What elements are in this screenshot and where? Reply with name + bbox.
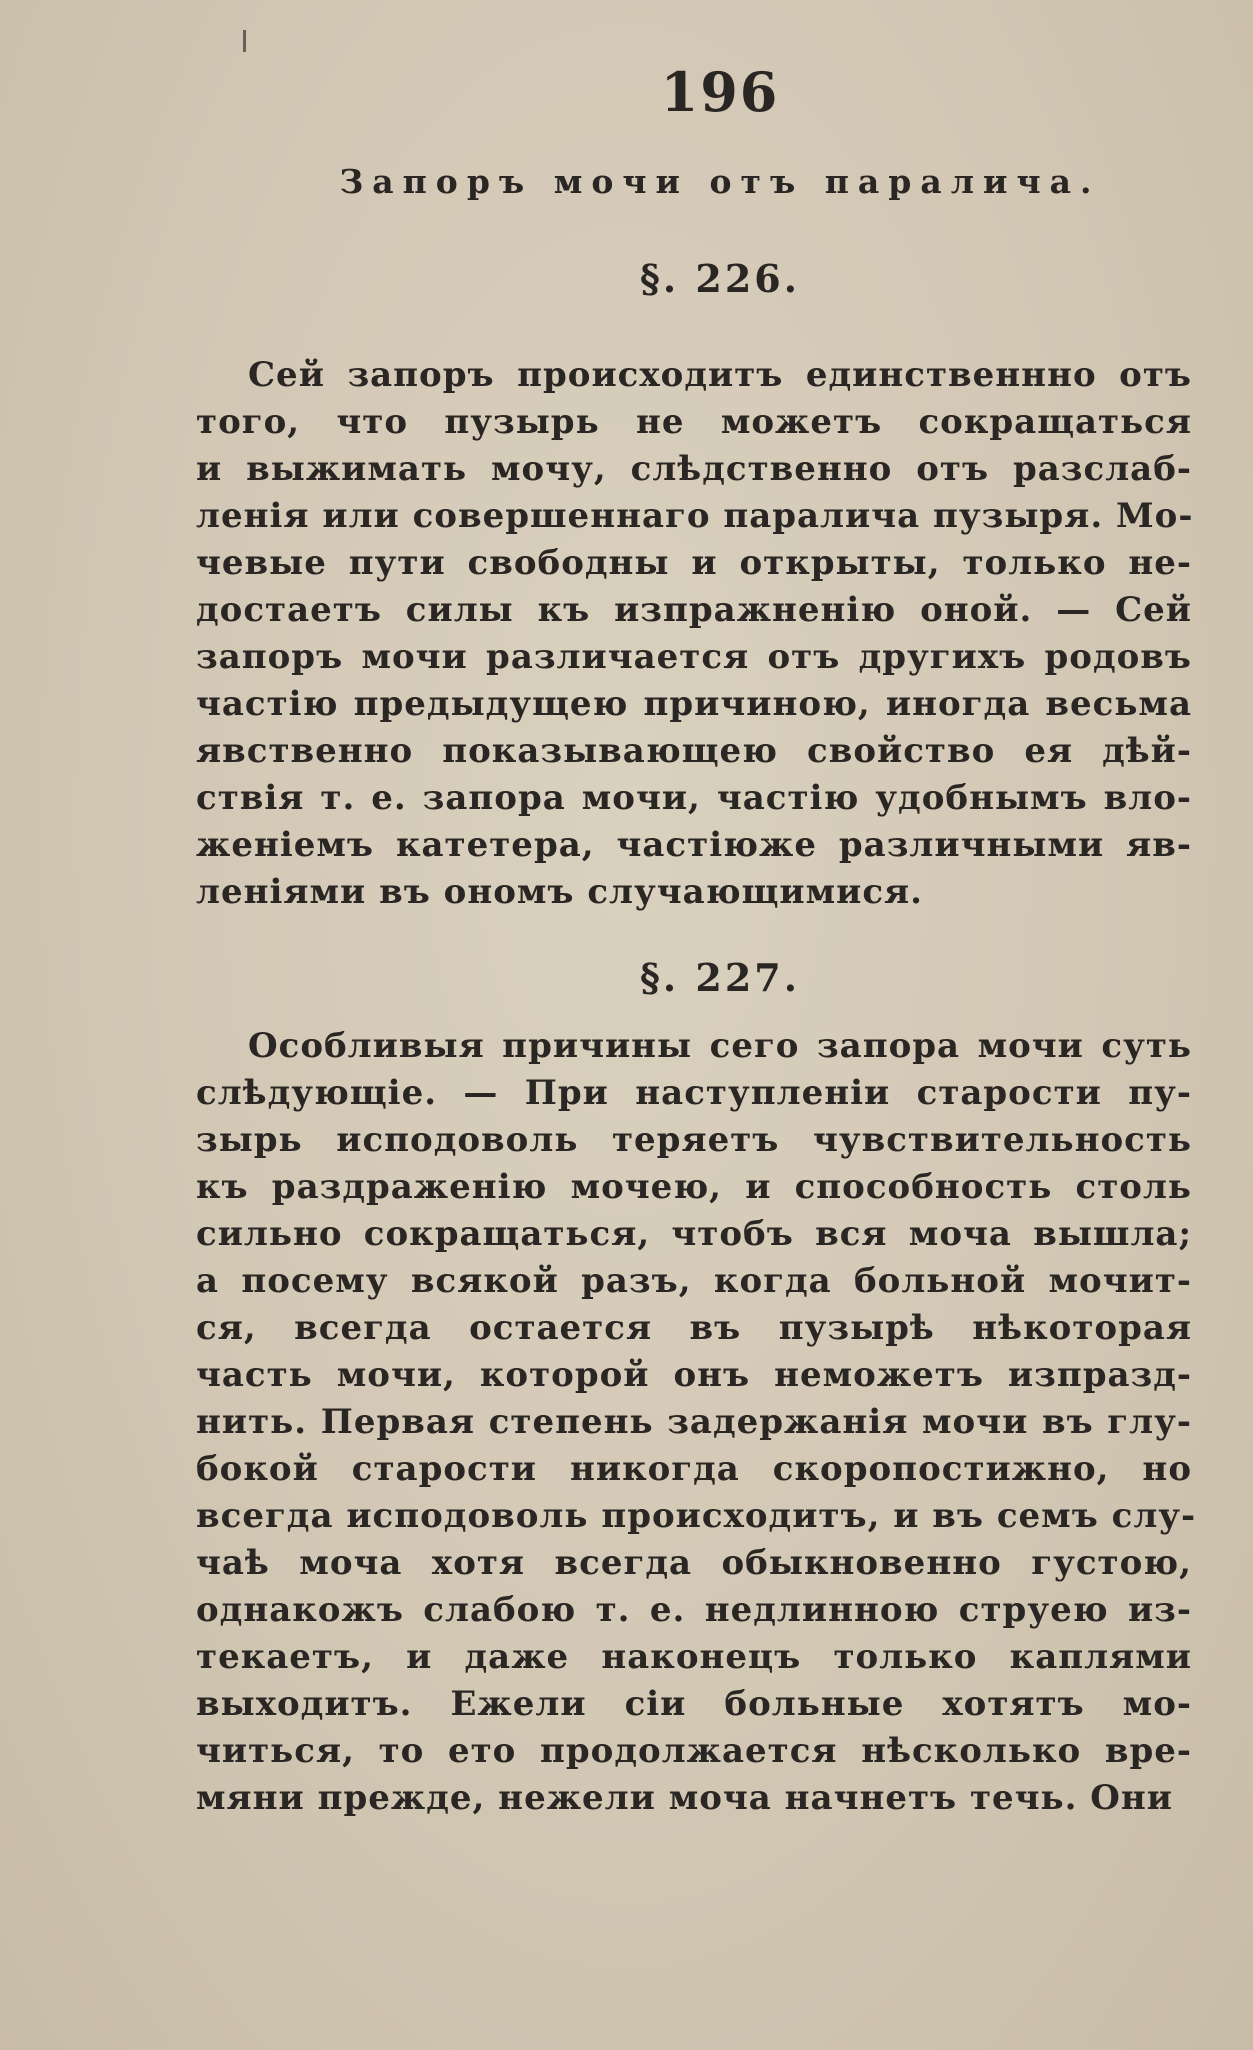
text-line: къ раздраженію мочею, и способность столь — [196, 1167, 1192, 1207]
section-226-paragraph — [196, 352, 1192, 916]
text-line: бокой старости никогда скоропостижно, но — [196, 1449, 1192, 1489]
text-line: чаѣ моча хотя всегда обыкновенно густою, — [196, 1543, 1192, 1583]
text-line: достаетъ силы къ изпражненію оной. — Сей — [196, 590, 1192, 630]
text-line: того, что пузырь не можетъ сокращаться — [196, 402, 1192, 442]
page-number: 196 — [660, 60, 780, 124]
text-line: ствія т. е. запора мочи, частію удобнымъ вло- — [196, 778, 1192, 818]
text-line: слѣдующіе. — При наступленіи старости пу- — [196, 1073, 1192, 1113]
text-line: частію предыдущею причиною, иногда весьма — [196, 684, 1192, 724]
text-line: мяни прежде, нежели моча начнетъ течь. Они — [196, 1778, 1174, 1818]
text-line: и выжимать мочу, слѣдственно отъ разслаб- — [196, 449, 1192, 489]
section-226-mark: §. 226. — [640, 256, 800, 301]
text-line: однакожъ слабою т. е. недлинною струею из- — [196, 1590, 1192, 1630]
text-line: сильно сокращаться, чтобъ вся моча вышла; — [196, 1214, 1192, 1254]
text-line: Особливыя причины сего запора мочи суть — [248, 1026, 1192, 1066]
section-227-paragraph — [196, 1023, 1197, 1822]
text-line: читься, то ето продолжается нѣсколько вре- — [196, 1731, 1192, 1771]
text-line: женіемъ катетера, частіюже различными яв- — [196, 825, 1192, 865]
text-line: чевые пути свободны и открыты, только не- — [196, 543, 1192, 583]
chapter-heading: Запоръ мочи отъ паралича. — [339, 162, 1101, 201]
text-line: ленія или совершеннаго паралича пузыря. Мо- — [196, 496, 1194, 536]
text-line: ся, всегда остается въ пузырѣ нѣкоторая — [196, 1308, 1192, 1348]
text-line: Сей запоръ происходитъ единственнно отъ — [248, 355, 1192, 395]
text-line: текаетъ, и даже наконецъ только каплями — [196, 1637, 1192, 1677]
text-line: леніями въ ономъ случающимися. — [196, 872, 923, 912]
text-line: часть мочи, которой онъ неможетъ изпразд- — [196, 1355, 1192, 1395]
text-line: нить. Первая степень задержанія мочи въ глу- — [196, 1402, 1192, 1442]
text-line: зырь исподоволь теряетъ чувствительность — [196, 1120, 1192, 1160]
margin-mark — [243, 30, 246, 52]
text-line: выходитъ. Ежели сіи больные хотятъ мо- — [196, 1684, 1192, 1724]
text-line: запоръ мочи различается отъ другихъ родовъ — [196, 637, 1192, 677]
text-line: всегда исподоволь происходитъ, и въ семъ слу- — [196, 1496, 1197, 1536]
section-227-mark: §. 227. — [640, 955, 800, 1000]
text-line: а посему всякой разъ, когда больной мочит- — [196, 1261, 1192, 1301]
text-line: явственно показывающею свойство ея дѣй- — [196, 731, 1192, 771]
